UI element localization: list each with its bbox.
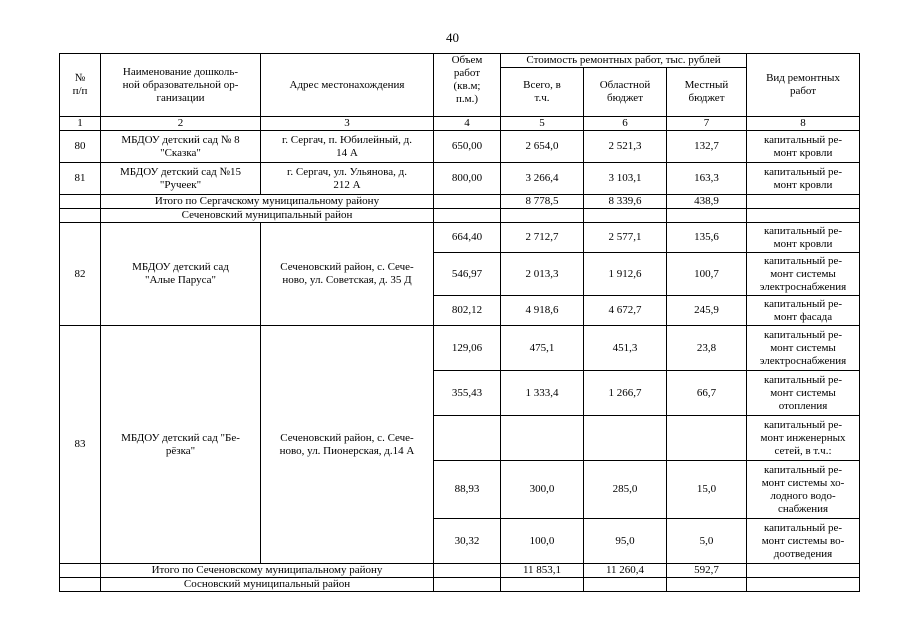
cost-regional: 2 577,1: [584, 223, 667, 253]
column-number: 2: [101, 117, 261, 131]
org-address: Сеченовский район, с. Сече- ново, ул. Пионерская, д.14 А: [261, 326, 434, 564]
subtotal-total: 11 853,1: [501, 564, 584, 578]
work-volume: 650,00: [434, 131, 501, 163]
district-header-row: [60, 578, 860, 592]
row-num: 81: [60, 163, 101, 195]
work-volume: 546,97: [434, 253, 501, 296]
work-type: капитальный ре- монт системы во- доотведения: [747, 519, 860, 564]
table-row: [60, 131, 860, 163]
cost-total: 100,0: [501, 519, 584, 564]
org-address: Сеченовский район, с. Сече- ново, ул. Советская, д. 35 Д: [261, 223, 434, 326]
cost-regional: 285,0: [584, 461, 667, 519]
work-type: капитальный ре- монт кровли: [747, 163, 860, 195]
row-num: 80: [60, 131, 101, 163]
cost-total: 3 266,4: [501, 163, 584, 195]
cost-total: 300,0: [501, 461, 584, 519]
cost-local: 245,9: [667, 296, 747, 326]
cost-total: 2 013,3: [501, 253, 584, 296]
org-name: МБДОУ детский сад "Бе- рёзка": [101, 326, 261, 564]
district-label: Сосновский муниципальный район: [101, 578, 434, 592]
cost-total: 4 918,6: [501, 296, 584, 326]
page-number: 40: [446, 30, 459, 45]
table-row: [60, 223, 860, 253]
header-volume: Объем работ (кв.м; п.м.): [434, 54, 501, 117]
header-work-type: Вид ремонтных работ: [747, 54, 860, 117]
column-number: 6: [584, 117, 667, 131]
row-num: 83: [60, 326, 101, 564]
cost-total: 475,1: [501, 326, 584, 371]
work-volume: 88,93: [434, 461, 501, 519]
subtotal-label: Итого по Сергачскому муниципальному району: [101, 195, 434, 209]
subtotal-label: Итого по Сеченовскому муниципальному району: [101, 564, 434, 578]
work-type: капитальный ре- монт системы электроснабжения: [747, 326, 860, 371]
cost-local: 135,6: [667, 223, 747, 253]
cost-local: 163,3: [667, 163, 747, 195]
subtotal-local: 592,7: [667, 564, 747, 578]
column-number: 5: [501, 117, 584, 131]
column-number: 3: [261, 117, 434, 131]
district-label: Сеченовский муниципальный район: [101, 209, 434, 223]
cost-total: [501, 416, 584, 461]
work-type: капитальный ре- монт системы хо- лодного водо- снабжения: [747, 461, 860, 519]
repair-works-table: [59, 53, 860, 592]
work-type: капитальный ре- монт кровли: [747, 223, 860, 253]
cost-regional: 1 266,7: [584, 371, 667, 416]
table-row: [60, 326, 860, 371]
subtotal-regional: 11 260,4: [584, 564, 667, 578]
column-number: 4: [434, 117, 501, 131]
row-num: 82: [60, 223, 101, 326]
cost-total: 1 333,4: [501, 371, 584, 416]
cost-local: 132,7: [667, 131, 747, 163]
cost-regional: 3 103,1: [584, 163, 667, 195]
column-number: 7: [667, 117, 747, 131]
cost-regional: 2 521,3: [584, 131, 667, 163]
work-volume: [434, 416, 501, 461]
org-address: г. Сергач, п. Юбилейный, д. 14 А: [261, 131, 434, 163]
cost-local: 100,7: [667, 253, 747, 296]
cost-total: 2 654,0: [501, 131, 584, 163]
subtotal-local: 438,9: [667, 195, 747, 209]
work-volume: 129,06: [434, 326, 501, 371]
work-volume: 355,43: [434, 371, 501, 416]
work-type: капитальный ре- монт кровли: [747, 131, 860, 163]
cost-local: 15,0: [667, 461, 747, 519]
header-num: № п/п: [60, 54, 101, 117]
header-cost-group: Стоимость ремонтных работ, тыс. рублей: [501, 54, 747, 68]
subtotal-row: [60, 195, 860, 209]
cost-regional: 451,3: [584, 326, 667, 371]
work-volume: 664,40: [434, 223, 501, 253]
work-type: капитальный ре- монт системы электроснабжения: [747, 253, 860, 296]
header-local: Местный бюджет: [667, 68, 747, 117]
cost-regional: 95,0: [584, 519, 667, 564]
header-regional: Областной бюджет: [584, 68, 667, 117]
work-volume: 800,00: [434, 163, 501, 195]
cost-regional: 1 912,6: [584, 253, 667, 296]
cost-regional: 4 672,7: [584, 296, 667, 326]
cost-local: 5,0: [667, 519, 747, 564]
subtotal-total: 8 778,5: [501, 195, 584, 209]
column-number: 1: [60, 117, 101, 131]
district-header-row: [60, 209, 860, 223]
work-volume: 802,12: [434, 296, 501, 326]
org-address: г. Сергач, ул. Ульянова, д. 212 А: [261, 163, 434, 195]
work-type: капитальный ре- монт инженерных сетей, в т.ч.:: [747, 416, 860, 461]
cost-local: 66,7: [667, 371, 747, 416]
subtotal-regional: 8 339,6: [584, 195, 667, 209]
org-name: МБДОУ детский сад №15 "Ручеек": [101, 163, 261, 195]
cost-regional: [584, 416, 667, 461]
work-type: капитальный ре- монт фасада: [747, 296, 860, 326]
org-name: МБДОУ детский сад "Алые Паруса": [101, 223, 261, 326]
header-address: Адрес местонахождения: [261, 54, 434, 117]
cost-total: 2 712,7: [501, 223, 584, 253]
work-volume: 30,32: [434, 519, 501, 564]
subtotal-row: [60, 564, 860, 578]
table-row: [60, 163, 860, 195]
work-type: капитальный ре- монт системы отопления: [747, 371, 860, 416]
column-number: 8: [747, 117, 860, 131]
cost-local: [667, 416, 747, 461]
header-name: Наименование дошколь- ной образовательной ор- ганизации: [101, 54, 261, 117]
cost-local: 23,8: [667, 326, 747, 371]
org-name: МБДОУ детский сад № 8 "Сказка": [101, 131, 261, 163]
header-total: Всего, в т.ч.: [501, 68, 584, 117]
